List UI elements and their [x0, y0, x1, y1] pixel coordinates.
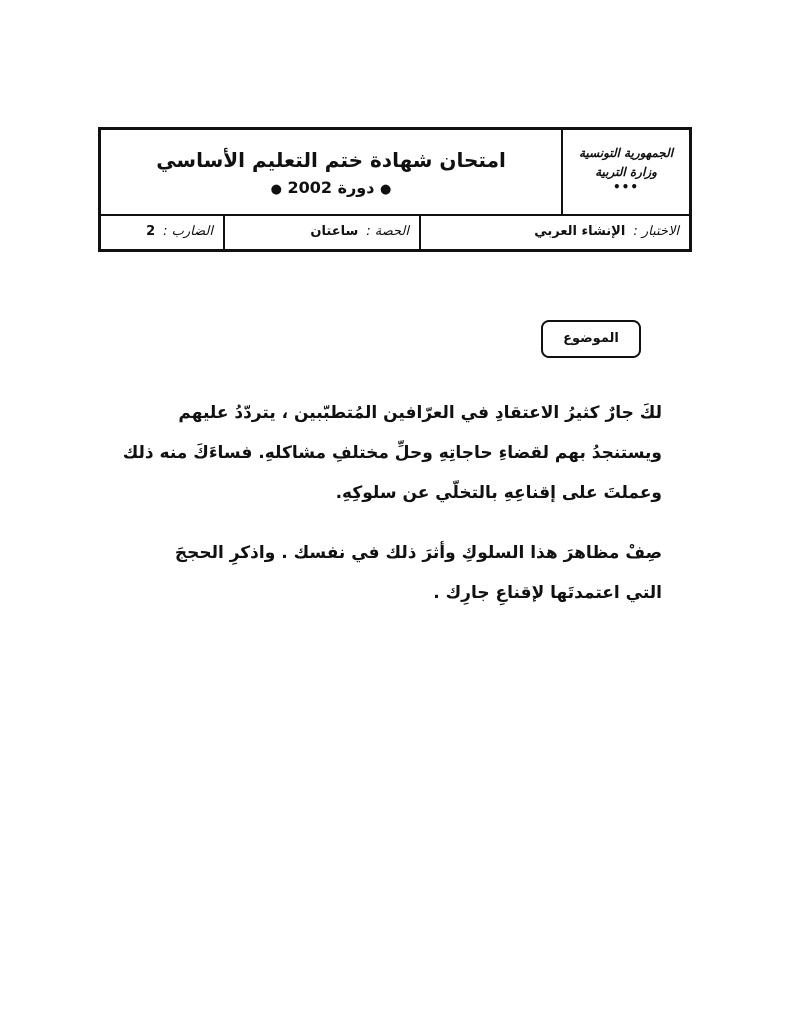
coefficient-label: الضارب : — [163, 224, 213, 239]
bullet-icon: ● — [270, 182, 282, 197]
ministry-dots: ••• — [612, 180, 639, 194]
republic-name: الجمهورية التونسية — [578, 146, 674, 160]
paragraph-line: صِفْ مظاهرَ هذا السلوكِ وأثرَ ذلك في نفسك . واذكرِ الحججَ — [174, 543, 662, 563]
topic-paragraph-1 — [122, 393, 662, 513]
coefficient-value: 2 — [146, 224, 156, 239]
paragraph-line: وعملتَ على إقناعِهِ بالتخلّي عن سلوكِهِ. — [335, 483, 662, 503]
paragraph-line: ويستنجدُ بهم لقضاءِ حاجاتِهِ وحلِّ مختلفِ مشاكلهِ. فساءَكَ منه ذلك — [122, 443, 662, 463]
ministry-name: وزارة التربية — [595, 165, 657, 179]
header-top-row — [101, 130, 689, 216]
session-text: دورة 2002 — [287, 178, 375, 197]
ministry-cell — [561, 130, 689, 214]
paragraph-line: التي اعتمدتَها لإقناعِ جارِك . — [433, 583, 662, 603]
bullet-icon: ● — [380, 182, 392, 197]
topic-paragraph-2 — [122, 533, 662, 613]
header-bottom-row — [101, 214, 689, 249]
exam-title: امتحان شهادة ختم التعليم الأساسي — [156, 148, 506, 172]
coefficient-cell — [101, 214, 223, 249]
duration-value: ساعتان — [310, 224, 359, 239]
exam-title-cell — [101, 130, 561, 214]
topic-heading: الموضوع — [541, 320, 641, 358]
exam-header — [98, 127, 692, 252]
subject-label: الاختبار : — [633, 224, 679, 239]
exam-session — [101, 176, 561, 202]
duration-cell — [223, 214, 419, 249]
subject-value: الإنشاء العربي — [534, 224, 626, 239]
duration-label: الحصة : — [366, 224, 409, 239]
subject-cell — [419, 214, 689, 249]
paragraph-line: لكَ جارٌ كثيرُ الاعتقادِ في العرّافين المُتطبّبين ، يتردّدُ عليهم — [178, 403, 662, 423]
